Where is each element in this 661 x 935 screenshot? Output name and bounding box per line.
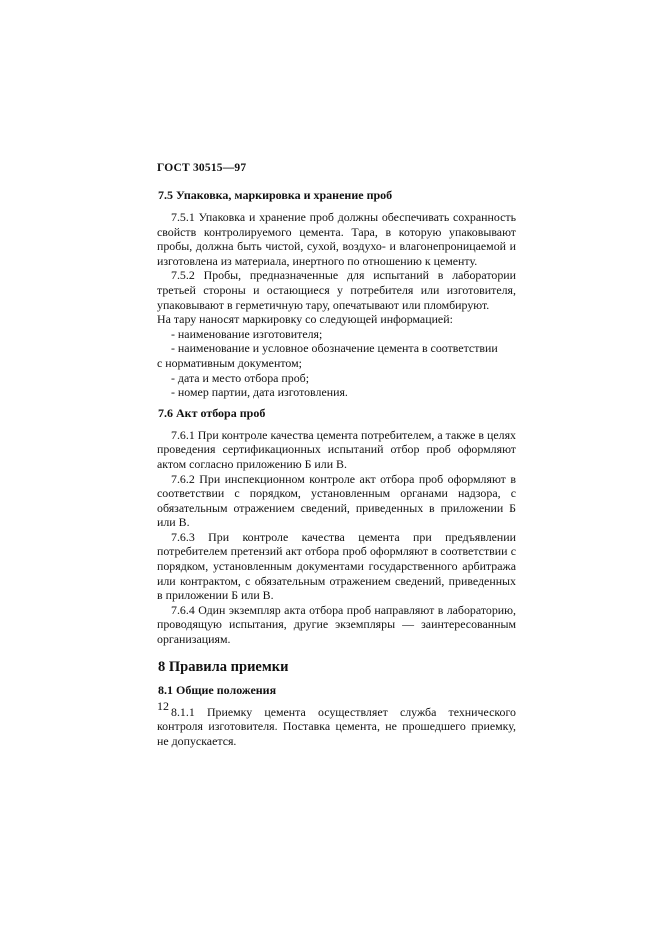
paragraph-7-6-2: 7.6.2 При инспекционном контроле акт отбора проб оформляют в соответствии с порядком, установленным органами надзора, с обязательным отражением сведений, приведенных в приложении Б или В.	[157, 471, 516, 530]
section-7-6-title: 7.6 Акт отбора проб	[158, 405, 266, 420]
document-code-header: ГОСТ 30515—97	[157, 162, 247, 174]
paragraph-7-6-4: 7.6.4 Один экземпляр акта отбора проб направляют в лабораторию, проводящую испытания, другие экземпляры — заинтересованным организациям.	[157, 602, 516, 647]
paragraph-7-5-2-marking: На тару наносят маркировку со следующей информацией:	[157, 312, 453, 327]
list-item: - дата и место отбора проб;	[171, 370, 309, 385]
list-item: - наименование и условное обозначение цемента в соответствии	[171, 341, 498, 356]
section-8-1-title: 8.1 Общие положения	[158, 682, 277, 697]
paragraph-7-6-3: 7.6.3 При контроле качества цемента при предъявлении потребителем претензий акт отбора проб оформляют в соответствии с порядком, установленным документами государственного арбитража или контрактом, с обязательным отражением сведений, приведенных в приложении Б или В.	[157, 529, 516, 603]
page-number: 12	[157, 699, 169, 713]
section-8-title: 8 Правила приемки	[158, 658, 289, 675]
paragraph-7-5-1: 7.5.1 Упаковка и хранение проб должны обеспечивать сохранность свойств контролируемого цемента. Тара, в которую упаковывают пробы, должна быть чистой, сухой, воздухо- и влагонепроницаемой и изготовлена из материала, инертного по отношению к цементу.	[157, 210, 516, 268]
paragraph-8-1-1: 8.1.1 Приемку цемента осуществляет служба технического контроля изготовителя. Поставка цемента, не прошедшего приемку, не допускается.	[157, 704, 516, 748]
list-item-continuation: с нормативным документом;	[157, 355, 302, 370]
paragraph-7-6-1: 7.6.1 При контроле качества цемента потребителем, а также в целях проведения сертификационных испытаний отбор проб оформляют актом согласно приложению Б или В.	[157, 427, 516, 471]
list-item: - наименование изготовителя;	[171, 326, 323, 341]
paragraph-7-5-2: 7.5.2 Пробы, предназначенные для испытаний в лаборатории третьей стороны и остающиеся у потребителя или изготовителя, упаковывают в герметичную тару, опечатывают или пломбируют.	[157, 268, 516, 312]
document-page	[157, 162, 516, 748]
list-item: - номер партии, дата изготовления.	[171, 385, 348, 400]
section-7-5-title: 7.5 Упаковка, маркировка и хранение проб	[158, 188, 393, 202]
